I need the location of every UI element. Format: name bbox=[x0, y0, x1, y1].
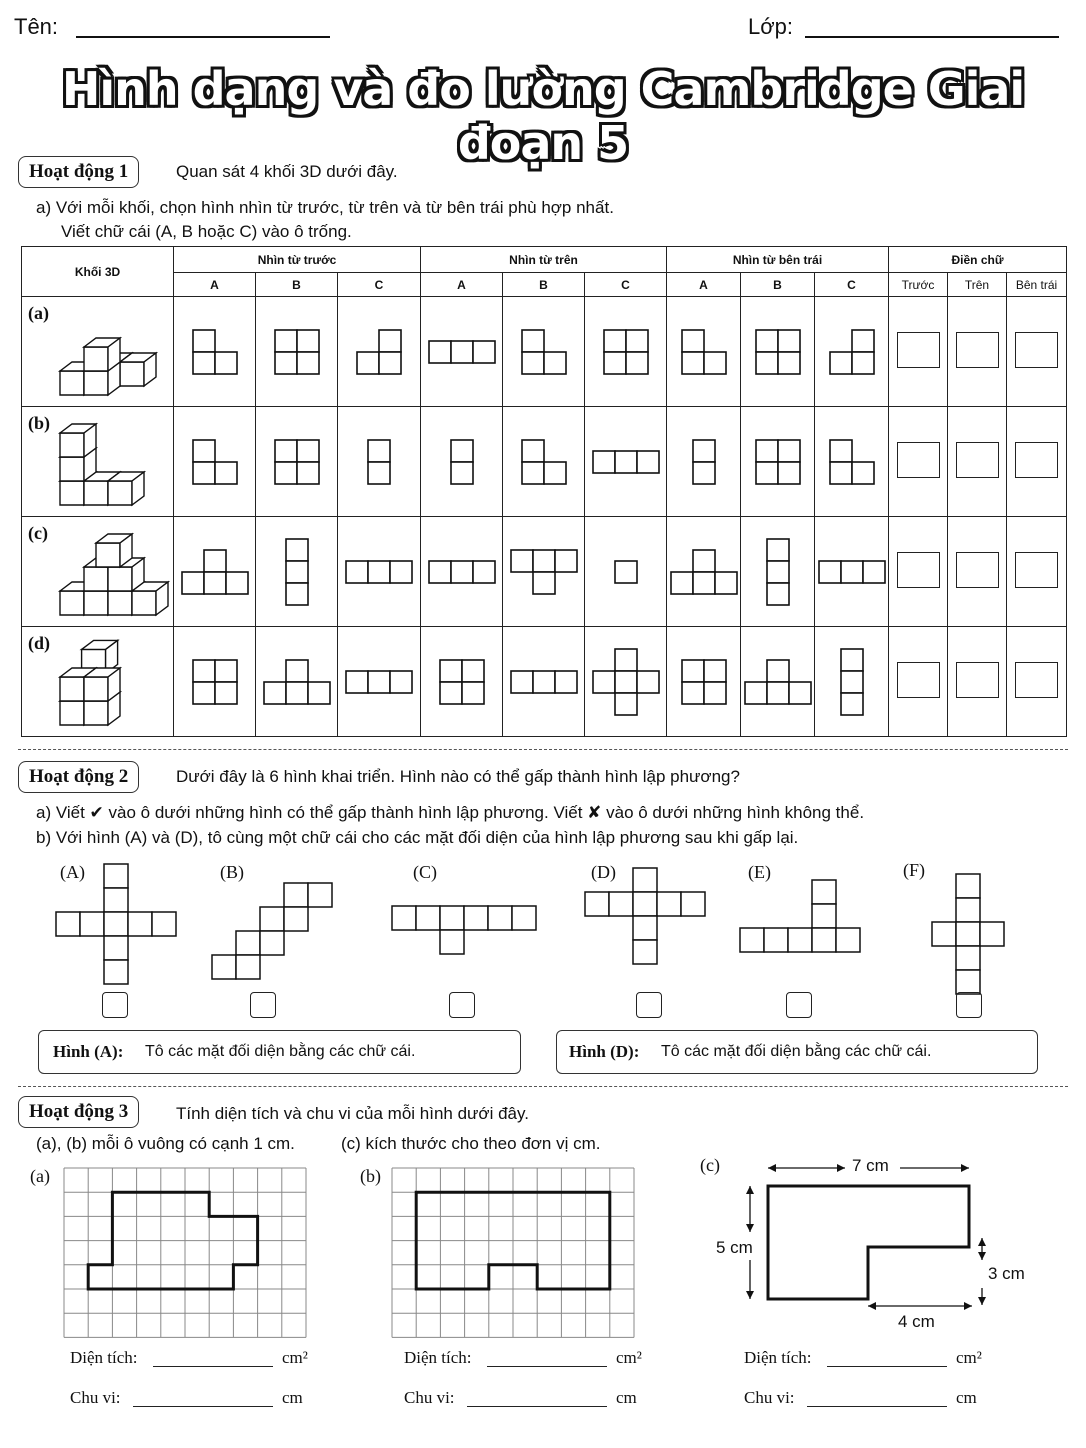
area-answer-a[interactable] bbox=[153, 1366, 273, 1367]
net-label-c: (C) bbox=[413, 862, 437, 882]
arrow-head bbox=[964, 1302, 972, 1310]
arrow-head bbox=[978, 1238, 986, 1246]
fill-top: Trên bbox=[948, 273, 1007, 297]
net-label-f: (F) bbox=[903, 860, 925, 880]
arrow-head bbox=[837, 1164, 845, 1172]
area-unit-a: cm² bbox=[282, 1348, 308, 1367]
sub-a: A bbox=[667, 273, 741, 297]
activity2-instruction-a: a) Viết ✔ vào ô dưới những hình có thể gấp thành hình lập phương. Viết ✘ vào ô dưới những hình không thể. bbox=[36, 803, 865, 822]
activity3-note-ab: (a), (b) mỗi ô vuông có cạnh 1 cm. bbox=[36, 1134, 295, 1153]
perimeter-label-b: Chu vi: bbox=[404, 1388, 455, 1407]
worksheet-title: Hình dạng và đo lường Cambridge Giai đoạn 5 bbox=[61, 62, 1025, 170]
area-label-a: Diện tích: bbox=[70, 1348, 138, 1367]
arrow-head bbox=[868, 1302, 876, 1310]
shape-c bbox=[768, 1186, 969, 1299]
row-label: (a) bbox=[28, 303, 49, 323]
activity3-intro: Tính diện tích và chu vi của mỗi hình dưới đây. bbox=[176, 1104, 529, 1123]
activity1-instruction-a2: Viết chữ cái (A, B hoặc C) vào ô trống. bbox=[61, 222, 352, 241]
perimeter-label-a: Chu vi: bbox=[70, 1388, 121, 1407]
activity2-label: Hoạt động 2 bbox=[18, 761, 139, 793]
arrow-head bbox=[746, 1224, 754, 1232]
col-left: Nhìn từ bên trái bbox=[667, 247, 889, 273]
fig-a-label: (a) bbox=[30, 1166, 50, 1186]
dim-right: 3 cm bbox=[988, 1264, 1025, 1283]
box-d-title: Hình (D): bbox=[569, 1042, 640, 1061]
arrow-head bbox=[746, 1186, 754, 1194]
perimeter-answer-c[interactable] bbox=[807, 1406, 947, 1407]
row-label: (b) bbox=[28, 413, 50, 433]
activity3-label: Hoạt động 3 bbox=[18, 1096, 139, 1128]
net-label-d: (D) bbox=[591, 862, 616, 882]
perimeter-unit-a: cm bbox=[282, 1388, 303, 1407]
activity1-intro: Quan sát 4 khối 3D dưới đây. bbox=[176, 162, 398, 181]
dim-bottom: 4 cm bbox=[898, 1312, 935, 1331]
arrow-head bbox=[768, 1164, 776, 1172]
sub-b: B bbox=[741, 273, 815, 297]
arrow-head bbox=[978, 1297, 986, 1305]
activity1-label: Hoạt động 1 bbox=[18, 156, 139, 188]
dim-top: 7 cm bbox=[852, 1156, 889, 1175]
activity2-intro: Dưới đây là 6 hình khai triển. Hình nào có thể gấp thành hình lập phương? bbox=[176, 767, 740, 786]
perimeter-answer-b[interactable] bbox=[467, 1406, 607, 1407]
col-front: Nhìn từ trước bbox=[174, 247, 421, 273]
col-fill: Điền chữ bbox=[889, 247, 1067, 273]
fill-front: Trước bbox=[889, 273, 948, 297]
sub-b: B bbox=[256, 273, 338, 297]
activity1-instruction-a: a) Với mỗi khối, chọn hình nhìn từ trước, từ trên và từ bên trái phù hợp nhất. bbox=[36, 198, 614, 217]
area-unit-c: cm² bbox=[956, 1348, 982, 1367]
perimeter-unit-b: cm bbox=[616, 1388, 637, 1407]
row-label: (c) bbox=[28, 523, 48, 543]
col-top: Nhìn từ trên bbox=[421, 247, 667, 273]
fig-c-label: (c) bbox=[700, 1155, 720, 1175]
net-label-a: (A) bbox=[60, 862, 85, 882]
sub-a: A bbox=[421, 273, 503, 297]
box-a-title: Hình (A): bbox=[53, 1042, 124, 1061]
perimeter-answer-a[interactable] bbox=[133, 1406, 273, 1407]
activity3-note-c: (c) kích thước cho theo đơn vị cm. bbox=[341, 1134, 601, 1153]
area-answer-b[interactable] bbox=[487, 1366, 607, 1367]
net-label-e: (E) bbox=[748, 862, 771, 882]
area-unit-b: cm² bbox=[616, 1348, 642, 1367]
area-answer-c[interactable] bbox=[827, 1366, 947, 1367]
arrow-head bbox=[746, 1291, 754, 1299]
arrow-head bbox=[978, 1252, 986, 1260]
arrow-head bbox=[961, 1164, 969, 1172]
area-label-c: Diện tích: bbox=[744, 1348, 812, 1367]
col-solid: Khối 3D bbox=[22, 247, 174, 297]
row-label: (d) bbox=[28, 633, 50, 653]
activity2-instruction-b: b) Với hình (A) và (D), tô cùng một chữ cái cho các mặt đối diện của hình lập phương sau khi gấp lại. bbox=[36, 828, 799, 847]
net-label-b: (B) bbox=[220, 862, 244, 882]
fig-b-label: (b) bbox=[360, 1166, 381, 1186]
area-label-b: Diện tích: bbox=[404, 1348, 472, 1367]
fill-left: Bên trái bbox=[1007, 273, 1067, 297]
perimeter-label-c: Chu vi: bbox=[744, 1388, 795, 1407]
class-label: Lớp: bbox=[748, 14, 794, 39]
sub-b: B bbox=[503, 273, 585, 297]
name-label: Tên: bbox=[14, 14, 59, 39]
sub-c: C bbox=[585, 273, 667, 297]
dim-left: 5 cm bbox=[716, 1238, 753, 1257]
box-d-text: Tô các mặt đối diện bằng các chữ cái. bbox=[661, 1043, 932, 1060]
perimeter-unit-c: cm bbox=[956, 1388, 977, 1407]
sub-c: C bbox=[815, 273, 889, 297]
box-a-text: Tô các mặt đối diện bằng các chữ cái. bbox=[145, 1043, 416, 1060]
sub-a: A bbox=[174, 273, 256, 297]
sub-c: C bbox=[338, 273, 421, 297]
